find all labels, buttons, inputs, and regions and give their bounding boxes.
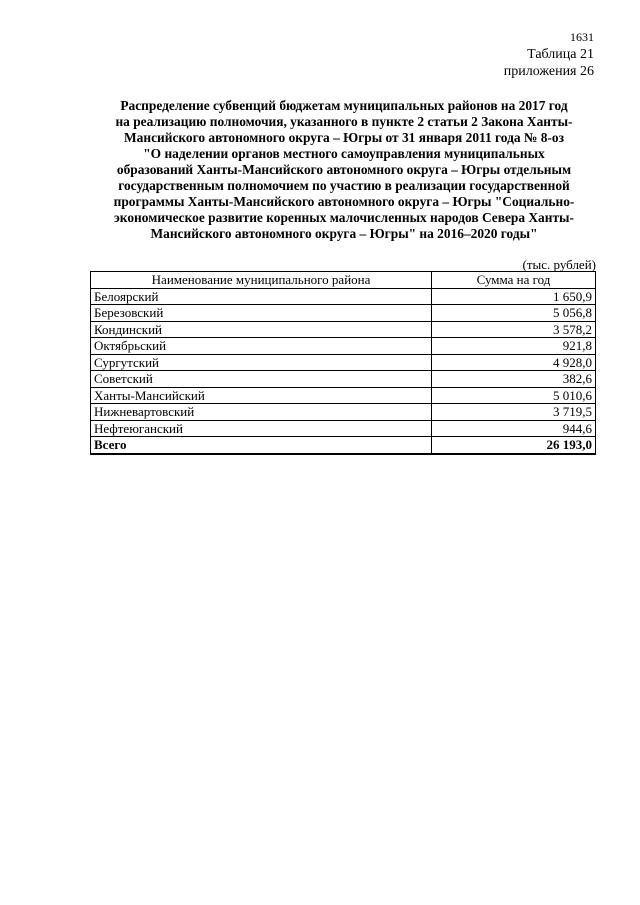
total-label: Всего — [91, 437, 432, 454]
units-label: (тыс. рублей) — [522, 257, 596, 272]
title-line: образований Ханты-Мансийского автономного округа – Югры отдельным — [116, 162, 572, 177]
district-amount: 1 650,9 — [432, 288, 596, 305]
district-amount: 5 010,6 — [432, 387, 596, 404]
table-row — [91, 288, 596, 305]
table-row — [91, 354, 596, 371]
appendix-reference-line: приложения 26 — [503, 64, 594, 79]
district-name: Березовский — [91, 305, 432, 322]
title-line: "О наделении органов местного самоуправления муниципальных — [143, 146, 545, 161]
district-amount: 4 928,0 — [432, 354, 596, 371]
district-amount: 382,6 — [432, 371, 596, 388]
title-line: экономическое развитие коренных малочисленных народов Севера Ханты- — [114, 210, 574, 225]
title-line: Мансийского автономного округа – Югры" на 2016–2020 годы" — [150, 226, 538, 241]
column-header-amount: Сумма на год — [432, 272, 596, 289]
title-line: Мансийского автономного округа – Югры от 31 января 2011 года № 8-оз — [124, 130, 564, 145]
total-row — [91, 437, 596, 454]
district-amount: 5 056,8 — [432, 305, 596, 322]
table-row — [91, 305, 596, 322]
title-line: государственным полномочием по участию в реализации государственной — [118, 178, 570, 193]
column-header-district: Наименование муниципального района — [91, 272, 432, 289]
title-line: программы Ханты-Мансийского автономного округа – Югры "Социально- — [113, 194, 575, 209]
district-amount: 3 719,5 — [432, 404, 596, 421]
table-row — [91, 404, 596, 421]
document-title — [90, 98, 598, 242]
table-row — [91, 387, 596, 404]
district-name: Нефтеюганский — [91, 420, 432, 437]
title-line: на реализацию полномочия, указанного в пункте 2 статьи 2 Закона Ханты- — [115, 114, 573, 129]
table-row — [91, 321, 596, 338]
table-reference-line: Таблица 21 — [527, 47, 594, 62]
district-name: Сургутский — [91, 354, 432, 371]
table-row — [91, 338, 596, 355]
district-name: Ханты-Мансийский — [91, 387, 432, 404]
district-amount: 3 578,2 — [432, 321, 596, 338]
district-name: Белоярский — [91, 288, 432, 305]
subsidy-table — [90, 271, 596, 455]
district-amount: 944,6 — [432, 420, 596, 437]
district-name: Октябрьский — [91, 338, 432, 355]
district-name: Нижневартовский — [91, 404, 432, 421]
district-amount: 921,8 — [432, 338, 596, 355]
district-name: Советский — [91, 371, 432, 388]
total-amount: 26 193,0 — [432, 437, 596, 454]
table-row — [91, 371, 596, 388]
district-name: Кондинский — [91, 321, 432, 338]
table-row — [91, 420, 596, 437]
title-line: Распределение субвенций бюджетам муниципальных районов на 2017 год — [120, 98, 568, 113]
page-number: 1631 — [570, 30, 594, 44]
table-header-row — [91, 272, 596, 289]
table-reference — [504, 46, 594, 80]
